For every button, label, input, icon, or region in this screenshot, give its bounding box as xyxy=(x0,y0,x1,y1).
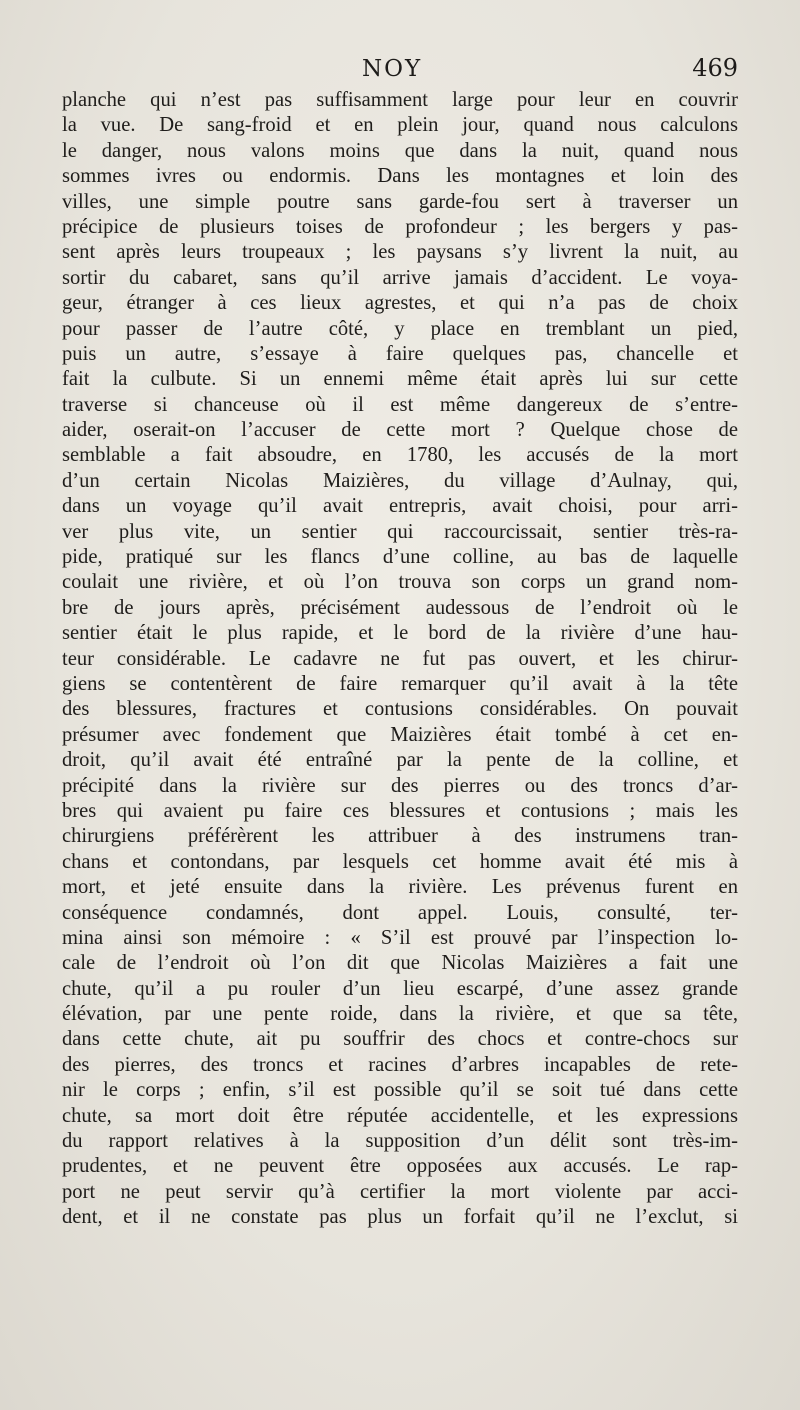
text-line: présumer avec fondement que Maizières était tombé à cet en- xyxy=(62,723,738,746)
text-line: élévation, par une pente roide, dans la rivière, et que sa tête, xyxy=(62,1003,738,1026)
text-line: fait la culbute. Si un ennemi même était après lui sur cette xyxy=(62,368,738,391)
text-line: mort, et jeté ensuite dans la rivière. Les prévenus furent en xyxy=(62,876,738,899)
text-line: nir le corps ; enfin, s’il est possible qu’il se soit tué dans cette xyxy=(62,1079,738,1102)
text-line: dans un voyage qu’il avait entrepris, avait choisi, pour arri- xyxy=(62,495,738,518)
text-line: puis un autre, s’essaye à faire quelques pas, chancelle et xyxy=(62,342,738,365)
text-line: des blessures, fractures et contusions considérables. On pouvait xyxy=(62,698,738,721)
text-line: bre de jours après, précisément audessous de l’endroit où le xyxy=(62,596,738,619)
text-line: droit, qu’il avait été entraîné par la pente de la colline, et xyxy=(62,749,738,772)
text-line: d’un certain Nicolas Maizières, du village d’Aulnay, qui, xyxy=(62,469,738,492)
text-line: prudentes, et ne peuvent être opposées aux accusés. Le rap- xyxy=(62,1155,738,1178)
text-line: traverse si chanceuse où il est même dangereux de s’entre- xyxy=(62,393,738,416)
text-line: villes, une simple poutre sans garde-fou sert à traverser un xyxy=(62,190,738,213)
page-header xyxy=(62,52,738,88)
text-line: mina ainsi son mémoire : « S’il est prouvé par l’inspection lo- xyxy=(62,926,738,949)
text-line: le danger, nous valons moins que dans la nuit, quand nous xyxy=(62,139,738,162)
text-line: giens se contentèrent de faire remarquer qu’il avait à la tête xyxy=(62,672,738,695)
text-line: chirurgiens préférèrent les attribuer à des instrumens tran- xyxy=(62,825,738,848)
text-line: pide, pratiqué sur les flancs d’une colline, au bas de laquelle xyxy=(62,546,738,569)
text-line: sent après leurs troupeaux ; les paysans s’y livrent la nuit, au xyxy=(62,241,738,264)
text-line: pour passer de l’autre côté, y place en tremblant un pied, xyxy=(62,317,738,340)
text-line: précipice de plusieurs toises de profondeur ; les bergers y pas- xyxy=(62,215,738,238)
text-line: coulait une rivière, et où l’on trouva son corps un grand nom- xyxy=(62,571,738,594)
text-line: semblable a fait absoudre, en 1780, les accusés de la mort xyxy=(62,444,738,467)
running-head: NOY xyxy=(362,56,423,82)
text-line: des pierres, des troncs et racines d’arbres incapables de rete- xyxy=(62,1053,738,1076)
text-line: précipité dans la rivière sur des pierres ou des troncs d’ar- xyxy=(62,774,738,797)
text-line: dans cette chute, ait pu souffrir des chocs et contre-chocs sur xyxy=(62,1028,738,1051)
text-line: planche qui n’est pas suffisamment large pour leur en couvrir xyxy=(62,89,738,111)
text-line: conséquence condamnés, dont appel. Louis, consulté, ter- xyxy=(62,901,738,924)
text-line: du rapport relatives à la supposition d’un délit sont très-im- xyxy=(62,1130,738,1153)
body-text xyxy=(62,88,738,1231)
text-line: sortir du cabaret, sans qu’il arrive jamais d’accident. Le voya- xyxy=(62,266,738,289)
text-line: chute, sa mort doit être réputée accidentelle, et les expressions xyxy=(62,1104,738,1127)
text-line: geur, étranger à ces lieux agrestes, et qui n’a pas de choix xyxy=(62,292,738,315)
text-line: chans et contondans, par lesquels cet homme avait été mis à xyxy=(62,850,738,873)
text-line: teur considérable. Le cadavre ne fut pas ouvert, et les chirur- xyxy=(62,647,738,670)
text-line: chute, qu’il a pu rouler d’un lieu escarpé, d’une assez grande xyxy=(62,977,738,1000)
text-line: bres qui avaient pu faire ces blessures et contusions ; mais les xyxy=(62,799,738,822)
text-line: ver plus vite, un sentier qui raccourcissait, sentier très-ra- xyxy=(62,520,738,543)
text-line: sentier était le plus rapide, et le bord de la rivière d’une hau- xyxy=(62,622,738,645)
text-line: port ne peut servir qu’à certifier la mort violente par acci- xyxy=(62,1180,738,1203)
page-number: 469 xyxy=(692,54,738,82)
text-line: la vue. De sang-froid et en plein jour, quand nous calculons xyxy=(62,114,738,137)
text-line: aider, oserait-on l’accuser de cette mort ? Quelque chose de xyxy=(62,419,738,442)
text-line: cale de l’endroit où l’on dit que Nicolas Maizières a fait une xyxy=(62,952,738,975)
text-line: dent, et il ne constate pas plus un forfait qu’il ne l’exclut, si xyxy=(62,1206,738,1229)
text-line: sommes ivres ou endormis. Dans les montagnes et loin des xyxy=(62,165,738,188)
